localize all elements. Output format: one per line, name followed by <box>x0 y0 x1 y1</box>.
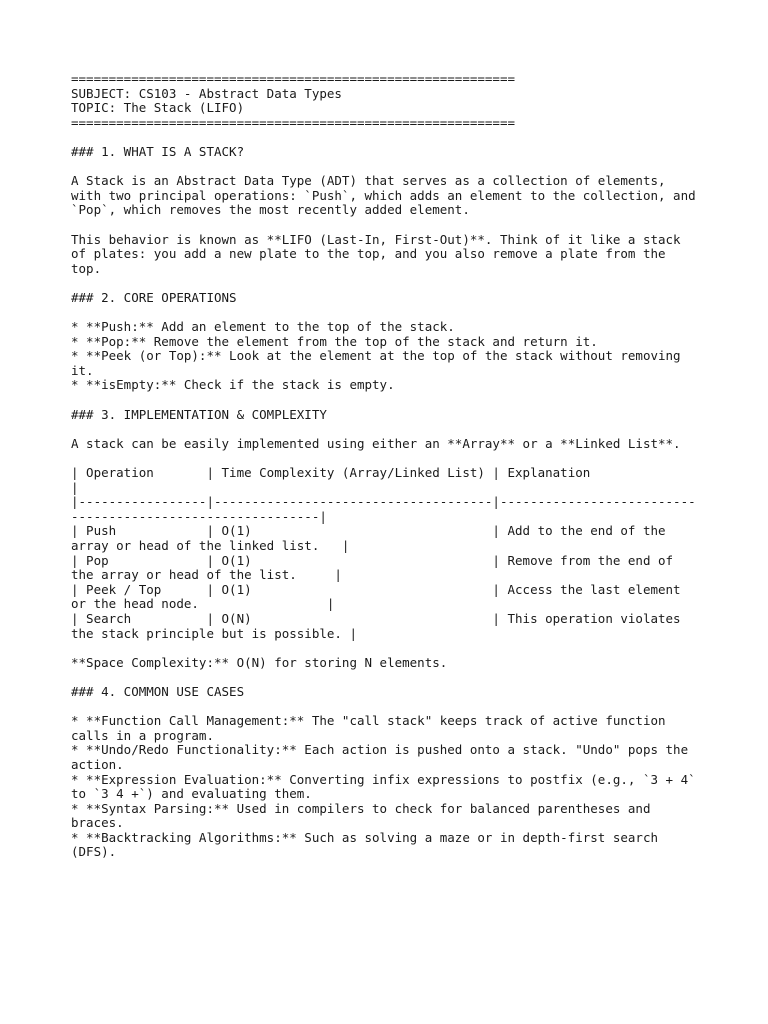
document-line: ### 3. IMPLEMENTATION & COMPLEXITY <box>71 406 327 422</box>
document-line: calls in a program. <box>71 727 214 743</box>
document-line: the stack principle but is possible. | <box>71 625 357 641</box>
document-line: * **Pop:** Remove the element from the top of the stack and return it. <box>71 333 598 349</box>
document-line: `Pop`, which removes the most recently added element. <box>71 202 470 218</box>
document-line: | Peek / Top | O(1) | Access the last element <box>71 581 681 597</box>
document-line <box>71 218 711 233</box>
document-line: braces. <box>71 815 124 831</box>
document-line: =========================================================== <box>71 114 516 130</box>
document-line <box>71 641 711 656</box>
document-line <box>71 393 711 408</box>
document-line: * **Function Call Management:** The "call stack" keeps track of active function <box>71 713 666 729</box>
document-line: the array or head of the list. | <box>71 567 342 583</box>
document-line: |-----------------|-------------------------------------|-------------------------- <box>71 494 696 510</box>
document-line: * **Peek (or Top):** Look at the element at the top of the stack without removing <box>71 348 681 364</box>
document-line: =========================================================== <box>71 71 516 86</box>
document-line: SUBJECT: CS103 - Abstract Data Types <box>71 85 342 101</box>
document-line: A stack can be easily implemented using either an **Array** or a **Linked List**. <box>71 435 681 451</box>
document-line <box>71 306 711 321</box>
document-line: or the head node. | <box>71 596 335 612</box>
document-line: top. <box>71 260 102 276</box>
document-line: of plates: you add a new plate to the top, and you also remove a plate from the <box>71 246 666 262</box>
document-line <box>71 422 711 437</box>
document-line: * **Push:** Add an element to the top of the stack. <box>71 319 455 335</box>
document-line <box>71 700 711 715</box>
document-line: * **Undo/Redo Functionality:** Each action is pushed onto a stack. "Undo" pops the <box>71 742 689 758</box>
document-line: | <box>71 479 79 495</box>
document-line: it. <box>71 362 94 378</box>
document-line: TOPIC: The Stack (LIFO) <box>71 100 245 116</box>
document-line: (DFS). <box>71 844 117 860</box>
document-line <box>71 160 711 175</box>
document-line: ### 1. WHAT IS A STACK? <box>71 143 245 159</box>
document-line: array or head of the linked list. | <box>71 538 350 553</box>
document-line: | Operation | Time Complexity (Array/Linked List) | Explanation <box>71 465 591 481</box>
document-line: * **Backtracking Algorithms:** Such as solving a maze or in depth-first search <box>71 829 658 845</box>
document-line <box>71 451 711 466</box>
document-line: * **Syntax Parsing:** Used in compilers to check for balanced parentheses and <box>71 800 651 816</box>
document-line: * **isEmpty:** Check if the stack is empty. <box>71 377 395 393</box>
document-line: | Pop | O(1) | Remove from the end of <box>71 552 674 568</box>
document-text <box>71 72 711 860</box>
document-line: This behavior is known as **LIFO (Last-In, First-Out)**. Think of it like a stack <box>71 231 681 247</box>
document-line <box>71 130 711 145</box>
document-line: | Push | O(1) | Add to the end of the <box>71 523 666 539</box>
document-line: ### 2. CORE OPERATIONS <box>71 289 237 305</box>
document-line: to `3 4 +`) and evaluating them. <box>71 786 312 802</box>
document-line: A Stack is an Abstract Data Type (ADT) that serves as a collection of elements, <box>71 173 666 189</box>
document-line: ### 4. COMMON USE CASES <box>71 683 245 699</box>
document-line: with two principal operations: `Push`, which adds an element to the collection, and <box>71 187 696 203</box>
document-line: action. <box>71 756 124 772</box>
document-line <box>71 276 711 291</box>
document-line: * **Expression Evaluation:** Converting infix expressions to postfix (e.g., `3 + 4` <box>71 771 696 787</box>
document-line: **Space Complexity:** O(N) for storing N elements. <box>71 654 448 670</box>
document-line <box>71 670 711 685</box>
document-line: | Search | O(N) | This operation violates <box>71 610 681 626</box>
document-line: ---------------------------------| <box>71 508 327 524</box>
